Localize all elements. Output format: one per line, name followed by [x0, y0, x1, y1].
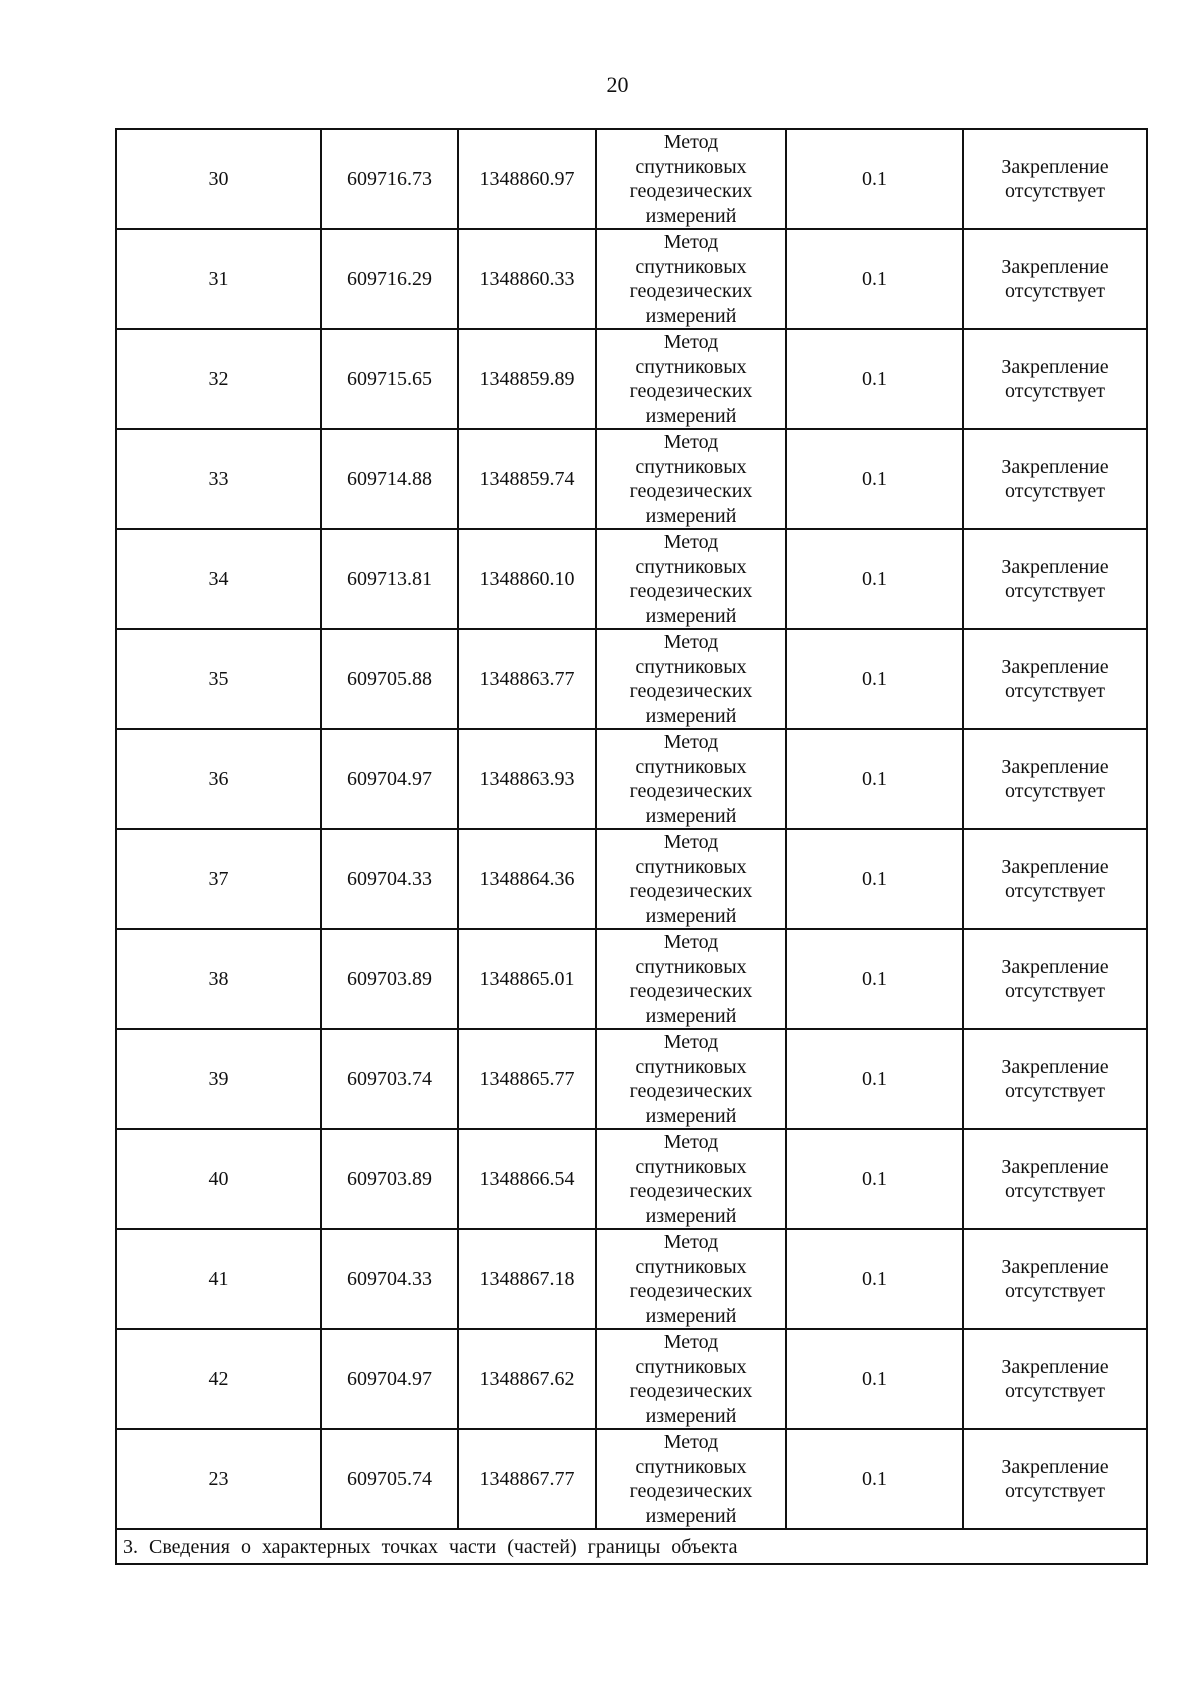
- method-line: спутниковых: [635, 455, 747, 478]
- table-row: [116, 229, 1147, 329]
- method-line: измерений: [645, 1004, 737, 1027]
- method-line: Метод: [663, 731, 719, 753]
- method-cell: [596, 1029, 786, 1129]
- fixing-line: отсутствует: [1004, 680, 1106, 702]
- table-row: [116, 429, 1147, 529]
- point-number-cell: 33: [116, 429, 321, 529]
- method-line: Метод: [663, 1231, 719, 1253]
- accuracy-cell: 0.1: [786, 1029, 963, 1129]
- fixing-line: отсутствует: [1004, 1280, 1106, 1302]
- fixing-cell: [963, 329, 1147, 429]
- fixing-line: Закрепление: [1001, 1355, 1109, 1378]
- point-number-cell: 38: [116, 929, 321, 1029]
- method-line: геодезических: [629, 780, 753, 802]
- point-number-cell: 35: [116, 629, 321, 729]
- accuracy-cell: 0.1: [786, 429, 963, 529]
- fixing-cell: [963, 629, 1147, 729]
- accuracy-cell: 0.1: [786, 1329, 963, 1429]
- method-line: измерений: [645, 804, 737, 827]
- x-coordinate-cell: 609703.74: [321, 1029, 458, 1129]
- accuracy-cell: 0.1: [786, 929, 963, 1029]
- method-line: Метод: [663, 331, 719, 353]
- fixing-line: Закрепление: [1001, 955, 1109, 978]
- fixing-line: отсутствует: [1004, 280, 1106, 302]
- point-number-cell: 37: [116, 829, 321, 929]
- method-line: спутниковых: [635, 1255, 747, 1278]
- method-line: геодезических: [629, 1380, 753, 1402]
- fixing-line: Закрепление: [1001, 455, 1109, 478]
- accuracy-cell: 0.1: [786, 629, 963, 729]
- y-coordinate-cell: 1348865.01: [458, 929, 596, 1029]
- y-coordinate-cell: 1348867.62: [458, 1329, 596, 1429]
- fixing-cell: [963, 129, 1147, 229]
- method-cell: [596, 1229, 786, 1329]
- fixing-line: отсутствует: [1004, 180, 1106, 202]
- page-number: 20: [606, 72, 629, 97]
- fixing-line: отсутствует: [1004, 880, 1106, 902]
- table-row: [116, 629, 1147, 729]
- point-number-cell: 30: [116, 129, 321, 229]
- fixing-cell: [963, 1429, 1147, 1529]
- table-row: [116, 529, 1147, 629]
- fixing-cell: [963, 1029, 1147, 1129]
- point-number-cell: 41: [116, 1229, 321, 1329]
- method-line: измерений: [645, 704, 737, 727]
- method-line: измерений: [645, 1104, 737, 1127]
- method-line: геодезических: [629, 280, 753, 302]
- x-coordinate-cell: 609703.89: [321, 929, 458, 1029]
- table-row: [116, 329, 1147, 429]
- y-coordinate-cell: 1348860.10: [458, 529, 596, 629]
- fixing-line: отсутствует: [1004, 1180, 1106, 1202]
- method-line: спутниковых: [635, 355, 747, 378]
- x-coordinate-cell: 609713.81: [321, 529, 458, 629]
- fixing-line: отсутствует: [1004, 580, 1106, 602]
- fixing-cell: [963, 1229, 1147, 1329]
- fixing-line: Закрепление: [1001, 1255, 1109, 1278]
- fixing-line: Закрепление: [1001, 655, 1109, 678]
- coordinates-table-body: [116, 129, 1147, 1564]
- point-number-cell: 32: [116, 329, 321, 429]
- method-cell: [596, 1329, 786, 1429]
- point-number-cell: 34: [116, 529, 321, 629]
- method-cell: [596, 429, 786, 529]
- fixing-line: Закрепление: [1001, 555, 1109, 578]
- method-line: спутниковых: [635, 155, 747, 178]
- fixing-line: Закрепление: [1001, 755, 1109, 778]
- x-coordinate-cell: 609703.89: [321, 1129, 458, 1229]
- x-coordinate-cell: 609716.29: [321, 229, 458, 329]
- section-title: 3. Сведения о характерных точках части (частей) границы объекта: [116, 1529, 1147, 1564]
- method-line: Метод: [663, 231, 719, 253]
- point-number-cell: 39: [116, 1029, 321, 1129]
- method-line: геодезических: [629, 1480, 753, 1502]
- fixing-cell: [963, 429, 1147, 529]
- point-number-cell: 23: [116, 1429, 321, 1529]
- coordinates-table: [115, 128, 1148, 1565]
- y-coordinate-cell: 1348860.97: [458, 129, 596, 229]
- method-cell: [596, 829, 786, 929]
- accuracy-cell: 0.1: [786, 129, 963, 229]
- y-coordinate-cell: 1348863.93: [458, 729, 596, 829]
- y-coordinate-cell: 1348860.33: [458, 229, 596, 329]
- method-line: измерений: [645, 1304, 737, 1327]
- point-number-cell: 42: [116, 1329, 321, 1429]
- x-coordinate-cell: 609704.97: [321, 1329, 458, 1429]
- fixing-cell: [963, 1329, 1147, 1429]
- table-row: [116, 1329, 1147, 1429]
- accuracy-cell: 0.1: [786, 529, 963, 629]
- method-line: геодезических: [629, 180, 753, 202]
- y-coordinate-cell: 1348867.18: [458, 1229, 596, 1329]
- fixing-line: Закрепление: [1001, 1155, 1109, 1178]
- method-line: геодезических: [629, 880, 753, 902]
- fixing-line: отсутствует: [1004, 1480, 1106, 1502]
- fixing-cell: [963, 229, 1147, 329]
- point-number-cell: 36: [116, 729, 321, 829]
- accuracy-cell: 0.1: [786, 1129, 963, 1229]
- fixing-line: Закрепление: [1001, 155, 1109, 178]
- point-number-cell: 40: [116, 1129, 321, 1229]
- x-coordinate-cell: 609705.88: [321, 629, 458, 729]
- method-line: измерений: [645, 404, 737, 427]
- method-line: спутниковых: [635, 855, 747, 878]
- x-coordinate-cell: 609705.74: [321, 1429, 458, 1529]
- method-line: геодезических: [629, 1080, 753, 1102]
- fixing-line: отсутствует: [1004, 980, 1106, 1002]
- fixing-cell: [963, 729, 1147, 829]
- method-line: измерений: [645, 204, 737, 227]
- y-coordinate-cell: 1348859.74: [458, 429, 596, 529]
- fixing-cell: [963, 529, 1147, 629]
- x-coordinate-cell: 609704.97: [321, 729, 458, 829]
- method-line: Метод: [663, 531, 719, 553]
- method-cell: [596, 129, 786, 229]
- fixing-line: Закрепление: [1001, 1055, 1109, 1078]
- method-line: Метод: [663, 1131, 719, 1153]
- fixing-cell: [963, 829, 1147, 929]
- accuracy-cell: 0.1: [786, 1429, 963, 1529]
- point-number-cell: 31: [116, 229, 321, 329]
- fixing-line: Закрепление: [1001, 1455, 1109, 1478]
- fixing-line: Закрепление: [1001, 855, 1109, 878]
- method-line: спутниковых: [635, 1155, 747, 1178]
- table-row: [116, 929, 1147, 1029]
- method-line: геодезических: [629, 480, 753, 502]
- method-line: измерений: [645, 904, 737, 927]
- fixing-line: отсутствует: [1004, 1080, 1106, 1102]
- method-line: спутниковых: [635, 1055, 747, 1078]
- method-line: измерений: [645, 1404, 737, 1427]
- method-line: Метод: [663, 631, 719, 653]
- method-line: измерений: [645, 604, 737, 627]
- method-line: Метод: [663, 1031, 719, 1053]
- y-coordinate-cell: 1348859.89: [458, 329, 596, 429]
- fixing-line: отсутствует: [1004, 380, 1106, 402]
- y-coordinate-cell: 1348866.54: [458, 1129, 596, 1229]
- method-line: геодезических: [629, 580, 753, 602]
- method-line: спутниковых: [635, 755, 747, 778]
- method-cell: [596, 329, 786, 429]
- table-row: [116, 829, 1147, 929]
- method-cell: [596, 229, 786, 329]
- method-line: спутниковых: [635, 955, 747, 978]
- table-row: [116, 729, 1147, 829]
- method-line: Метод: [663, 1331, 719, 1353]
- accuracy-cell: 0.1: [786, 1229, 963, 1329]
- y-coordinate-cell: 1348867.77: [458, 1429, 596, 1529]
- method-line: спутниковых: [635, 555, 747, 578]
- x-coordinate-cell: 609714.88: [321, 429, 458, 529]
- method-line: Метод: [663, 131, 719, 153]
- table-row: [116, 1229, 1147, 1329]
- fixing-line: Закрепление: [1001, 355, 1109, 378]
- method-cell: [596, 629, 786, 729]
- method-line: Метод: [663, 1431, 719, 1453]
- method-line: измерений: [645, 1204, 737, 1227]
- method-line: геодезических: [629, 1180, 753, 1202]
- fixing-cell: [963, 1129, 1147, 1229]
- method-cell: [596, 929, 786, 1029]
- fixing-cell: [963, 929, 1147, 1029]
- method-line: спутниковых: [635, 1355, 747, 1378]
- method-line: геодезических: [629, 1280, 753, 1302]
- fixing-line: Закрепление: [1001, 255, 1109, 278]
- x-coordinate-cell: 609716.73: [321, 129, 458, 229]
- method-cell: [596, 1429, 786, 1529]
- method-line: Метод: [663, 931, 719, 953]
- y-coordinate-cell: 1348864.36: [458, 829, 596, 929]
- method-line: измерений: [645, 304, 737, 327]
- y-coordinate-cell: 1348863.77: [458, 629, 596, 729]
- accuracy-cell: 0.1: [786, 829, 963, 929]
- accuracy-cell: 0.1: [786, 329, 963, 429]
- fixing-line: отсутствует: [1004, 1380, 1106, 1402]
- x-coordinate-cell: 609715.65: [321, 329, 458, 429]
- accuracy-cell: 0.1: [786, 229, 963, 329]
- method-line: геодезических: [629, 680, 753, 702]
- method-line: спутниковых: [635, 655, 747, 678]
- method-line: измерений: [645, 504, 737, 527]
- table-row: [116, 1029, 1147, 1129]
- method-cell: [596, 1129, 786, 1229]
- method-cell: [596, 729, 786, 829]
- accuracy-cell: 0.1: [786, 729, 963, 829]
- table-row: [116, 1429, 1147, 1529]
- table-row: [116, 1129, 1147, 1229]
- method-line: Метод: [663, 831, 719, 853]
- y-coordinate-cell: 1348865.77: [458, 1029, 596, 1129]
- fixing-line: отсутствует: [1004, 480, 1106, 502]
- section-header-row: [116, 1529, 1147, 1564]
- method-line: спутниковых: [635, 1455, 747, 1478]
- method-line: геодезических: [629, 380, 753, 402]
- fixing-line: отсутствует: [1004, 780, 1106, 802]
- method-line: Метод: [663, 431, 719, 453]
- x-coordinate-cell: 609704.33: [321, 829, 458, 929]
- table-row: [116, 129, 1147, 229]
- method-cell: [596, 529, 786, 629]
- method-line: геодезических: [629, 980, 753, 1002]
- method-line: измерений: [645, 1504, 737, 1527]
- x-coordinate-cell: 609704.33: [321, 1229, 458, 1329]
- method-line: спутниковых: [635, 255, 747, 278]
